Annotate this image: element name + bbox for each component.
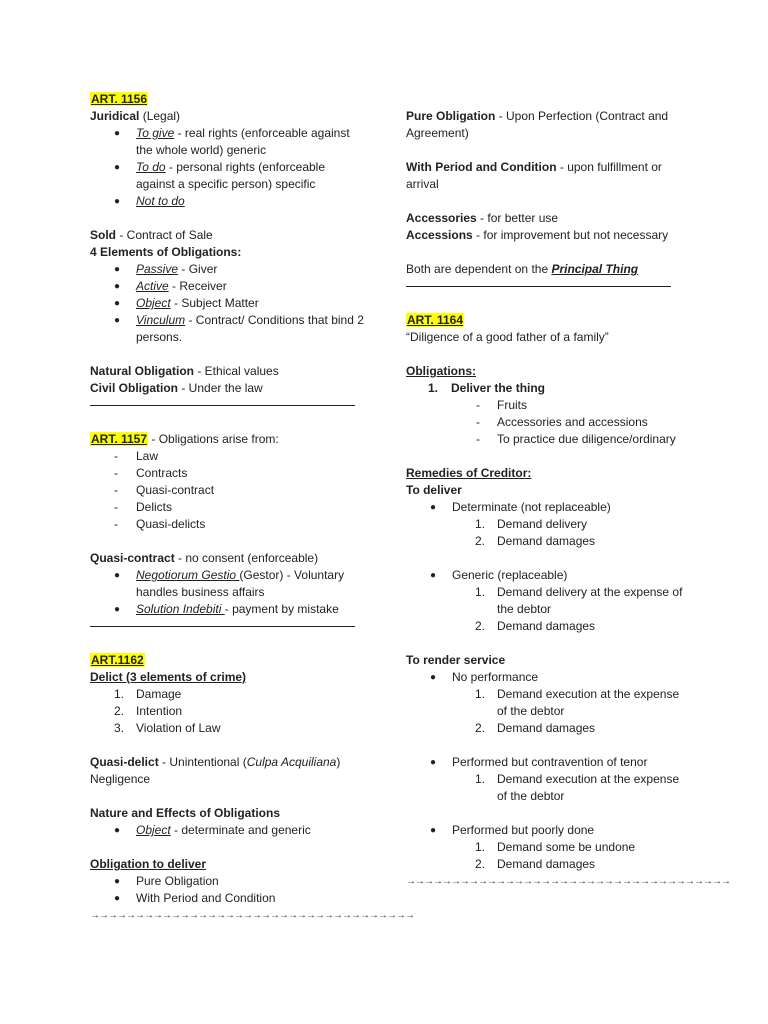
nature-heading: Nature and Effects of Obligations bbox=[90, 806, 281, 820]
list-item: ● Object - determinate and generic bbox=[114, 823, 311, 837]
principal-thing: Principal Thing bbox=[551, 262, 639, 276]
bullet-icon: ● bbox=[114, 264, 121, 275]
arrow-divider: →→→→→→→→→→→→→→→→→→→→→→→→→→→→→→→→→→→→ bbox=[90, 910, 414, 921]
list-item: - Quasi-delicts bbox=[114, 517, 206, 531]
pure-label: Pure Obligation bbox=[406, 109, 496, 123]
left-column: ART. 1156 Juridical (Legal) ● To give - real rights (enforceable against the whole world) generic ● To do - personal rights (enforceable against a specific person) specific ● Not to do Sold - Contract of Sale 4 Elements of Obligations: ● Passive - Giver ● Active - Receiver ● Object - Subject Matter ● Vinculum - Contract/ Conditions that bind 2 persons. Natural Obligation - Ethical values Civil Obligation - Under the law ART. 1157 - Obligations arise from: - Law - Contracts - Quasi-contract - Delicts - Quasi-delicts Quasi-contract - no consent (enforceable) ● Negotiorum Gestio (Gestor) - Voluntary handles business affairs ● Solution Indebiti - payment by mistake ART.1162 Delict (3 elements of crime) 1. Damage 2. Intention 3. Violation of Law Quasi-delict - Unintentional (Culpa Acquiliana) Negligence Nature and Effects of Obligations ● Object - determinate and generic Obligation to deliver ● Pure Obligation ● With Period and Condition →→→→→→→→→→→→→→→→→→→→→→→→→→→→→→→→→→→→ bbox=[90, 91, 365, 924]
bullet-icon: ● bbox=[114, 281, 121, 292]
list-item: ● Active - Receiver bbox=[114, 279, 227, 293]
bullet-icon: ● bbox=[430, 757, 437, 768]
bullet-icon: ● bbox=[114, 570, 121, 581]
divider bbox=[90, 618, 355, 627]
list-item: 2. Demand damages bbox=[475, 534, 596, 548]
dash-marker: - bbox=[114, 449, 118, 463]
bullet-icon: ● bbox=[114, 315, 121, 326]
bullet-icon: ● bbox=[114, 128, 121, 139]
negligence-text: Negligence bbox=[90, 772, 151, 786]
quasi-contract-list bbox=[90, 567, 365, 618]
nature-list bbox=[90, 822, 365, 839]
list-item: ● Object - Subject Matter bbox=[114, 296, 259, 310]
list-item: 3. Violation of Law bbox=[114, 721, 221, 735]
dash-marker: - bbox=[476, 415, 480, 429]
list-item: ● Negotiorum Gestio (Gestor) - Voluntary handles business affairs bbox=[114, 568, 345, 599]
sold-label: Sold bbox=[90, 228, 116, 242]
article-heading: ART. 1164 bbox=[407, 313, 464, 327]
delict-heading: Delict (3 elements of crime) bbox=[90, 670, 247, 684]
list-item: ● Performed but contravention of tenor bbox=[430, 755, 648, 769]
list-item: ● Pure Obligation bbox=[114, 874, 219, 888]
list-item: ● Vinculum - Contract/ Conditions that bind 2 persons. bbox=[114, 313, 364, 344]
accessions-label: Accessions bbox=[406, 228, 473, 242]
bullet-icon: ● bbox=[114, 893, 121, 904]
bullet-icon: ● bbox=[430, 502, 437, 513]
bullet-icon: ● bbox=[114, 196, 121, 207]
dash-marker: - bbox=[114, 517, 118, 531]
deliver-sub-list bbox=[406, 397, 691, 448]
list-item: 1. Damage bbox=[114, 687, 182, 701]
list-item: 1. Deliver the thing bbox=[428, 381, 546, 395]
bullet-icon: ● bbox=[114, 298, 121, 309]
list-item: - To practice due diligence/ordinary bbox=[476, 432, 676, 446]
right-column: Pure Obligation - Upon Perfection (Contract and Agreement) With Period and Condition - upon fulfillment or arrival Accessories - for better use Accessions - for improvement but not necessary Both are dependent on the Principal Thing ART. 1164 “Diligence of a good father of a family” Obligations: 1. Deliver the thing - Fruits - Accessories and accessions - To practice due diligence/ordinary Remedies of Creditor: To deliver ● Determinate (not replaceable) 1. Demand delivery 2. Demand damages ● Generic (replaceable) 1. Demand delivery at the expense of the debtor 2. Demand damages To render service ● No performance 1. Demand execution at the expense of the debtor 2. Demand damages ● Performed but contravention of tenor 1. Demand execution at the expense of the debtor ● Performed but poorly done 1. Demand some be undone 2. Demand damages →→→→→→→→→→→→→→→→→→→→→→→→→→→→→→→→→→→→ bbox=[406, 108, 691, 890]
list-item: ● To do - personal rights (enforceable against a specific person) specific bbox=[114, 160, 326, 191]
dash-marker: - bbox=[114, 500, 118, 514]
bullet-icon: ● bbox=[430, 672, 437, 683]
delict-list bbox=[90, 686, 365, 737]
bullet-icon: ● bbox=[114, 825, 121, 836]
to-deliver-heading: To deliver bbox=[406, 483, 462, 497]
list-item: 1. Demand execution at the expense of the debtor bbox=[475, 772, 680, 803]
list-item: 1. Demand delivery at the expense of the debtor bbox=[475, 585, 683, 616]
quasi-delict-label: Quasi-delict bbox=[90, 755, 159, 769]
dash-marker: - bbox=[114, 483, 118, 497]
list-item: 2. Demand damages bbox=[475, 721, 596, 735]
article-heading: ART.1162 bbox=[91, 653, 144, 667]
list-item: ● To give - real rights (enforceable against the whole world) generic bbox=[114, 126, 350, 157]
natural-label: Natural Obligation bbox=[90, 364, 195, 378]
list-item: - Law bbox=[114, 449, 159, 463]
divider bbox=[90, 397, 355, 406]
elements-heading: 4 Elements of Obligations: bbox=[90, 245, 242, 259]
list-item: 1. Demand delivery bbox=[475, 517, 588, 531]
list-item: 1. Demand some be undone bbox=[475, 840, 636, 854]
dash-marker: - bbox=[476, 398, 480, 412]
list-item: - Contracts bbox=[114, 466, 188, 480]
article-heading: ART. 1157 bbox=[91, 432, 148, 446]
bullet-icon: ● bbox=[114, 876, 121, 887]
list-item: ● Not to do bbox=[114, 194, 185, 208]
list-item: - Quasi-contract bbox=[114, 483, 215, 497]
list-item: ● Performed but poorly done bbox=[430, 823, 595, 837]
juridical-list bbox=[90, 125, 365, 210]
obligations-heading: Obligations: bbox=[406, 364, 476, 378]
diligence-quote: “Diligence of a good father of a family” bbox=[406, 330, 609, 344]
bullet-icon: ● bbox=[114, 604, 121, 615]
render-service-heading: To render service bbox=[406, 653, 506, 667]
deliver-heading: Obligation to deliver bbox=[90, 857, 207, 871]
list-item: ● Solution Indebiti - payment by mistake bbox=[114, 602, 339, 616]
arrow-divider: →→→→→→→→→→→→→→→→→→→→→→→→→→→→→→→→→→→→ bbox=[406, 876, 730, 887]
list-item: ● Passive - Giver bbox=[114, 262, 218, 276]
list-item: ● Determinate (not replaceable) bbox=[430, 500, 611, 514]
list-item: 2. Demand damages bbox=[475, 857, 596, 871]
dash-marker: - bbox=[476, 432, 480, 446]
period-label: With Period and Condition bbox=[406, 160, 557, 174]
remedies-heading: Remedies of Creditor: bbox=[406, 466, 532, 480]
bullet-icon: ● bbox=[114, 162, 121, 173]
civil-label: Civil Obligation bbox=[90, 381, 179, 395]
deliver-list bbox=[90, 873, 365, 907]
dash-marker: - bbox=[114, 466, 118, 480]
article-heading: ART. 1156 bbox=[91, 92, 148, 106]
list-item: 1. Demand execution at the expense of the debtor bbox=[475, 687, 680, 718]
sources-list bbox=[90, 448, 365, 533]
juridical-label: Juridical bbox=[90, 109, 140, 123]
list-item: - Delicts bbox=[114, 500, 173, 514]
list-item: ● Generic (replaceable) bbox=[430, 568, 568, 582]
list-item: 2. Intention bbox=[114, 704, 183, 718]
divider bbox=[406, 278, 671, 287]
list-item: ● With Period and Condition bbox=[114, 891, 276, 905]
bullet-icon: ● bbox=[430, 825, 437, 836]
bullet-icon: ● bbox=[430, 570, 437, 581]
list-item: - Fruits bbox=[476, 398, 527, 412]
list-item: - Accessories and accessions bbox=[476, 415, 648, 429]
list-item: 2. Demand damages bbox=[475, 619, 596, 633]
accessories-label: Accessories bbox=[406, 211, 477, 225]
quasi-contract-label: Quasi-contract bbox=[90, 551, 175, 565]
list-item: ● No performance bbox=[430, 670, 539, 684]
juridical-rest: (Legal) bbox=[139, 109, 181, 123]
elements-list bbox=[90, 261, 365, 346]
